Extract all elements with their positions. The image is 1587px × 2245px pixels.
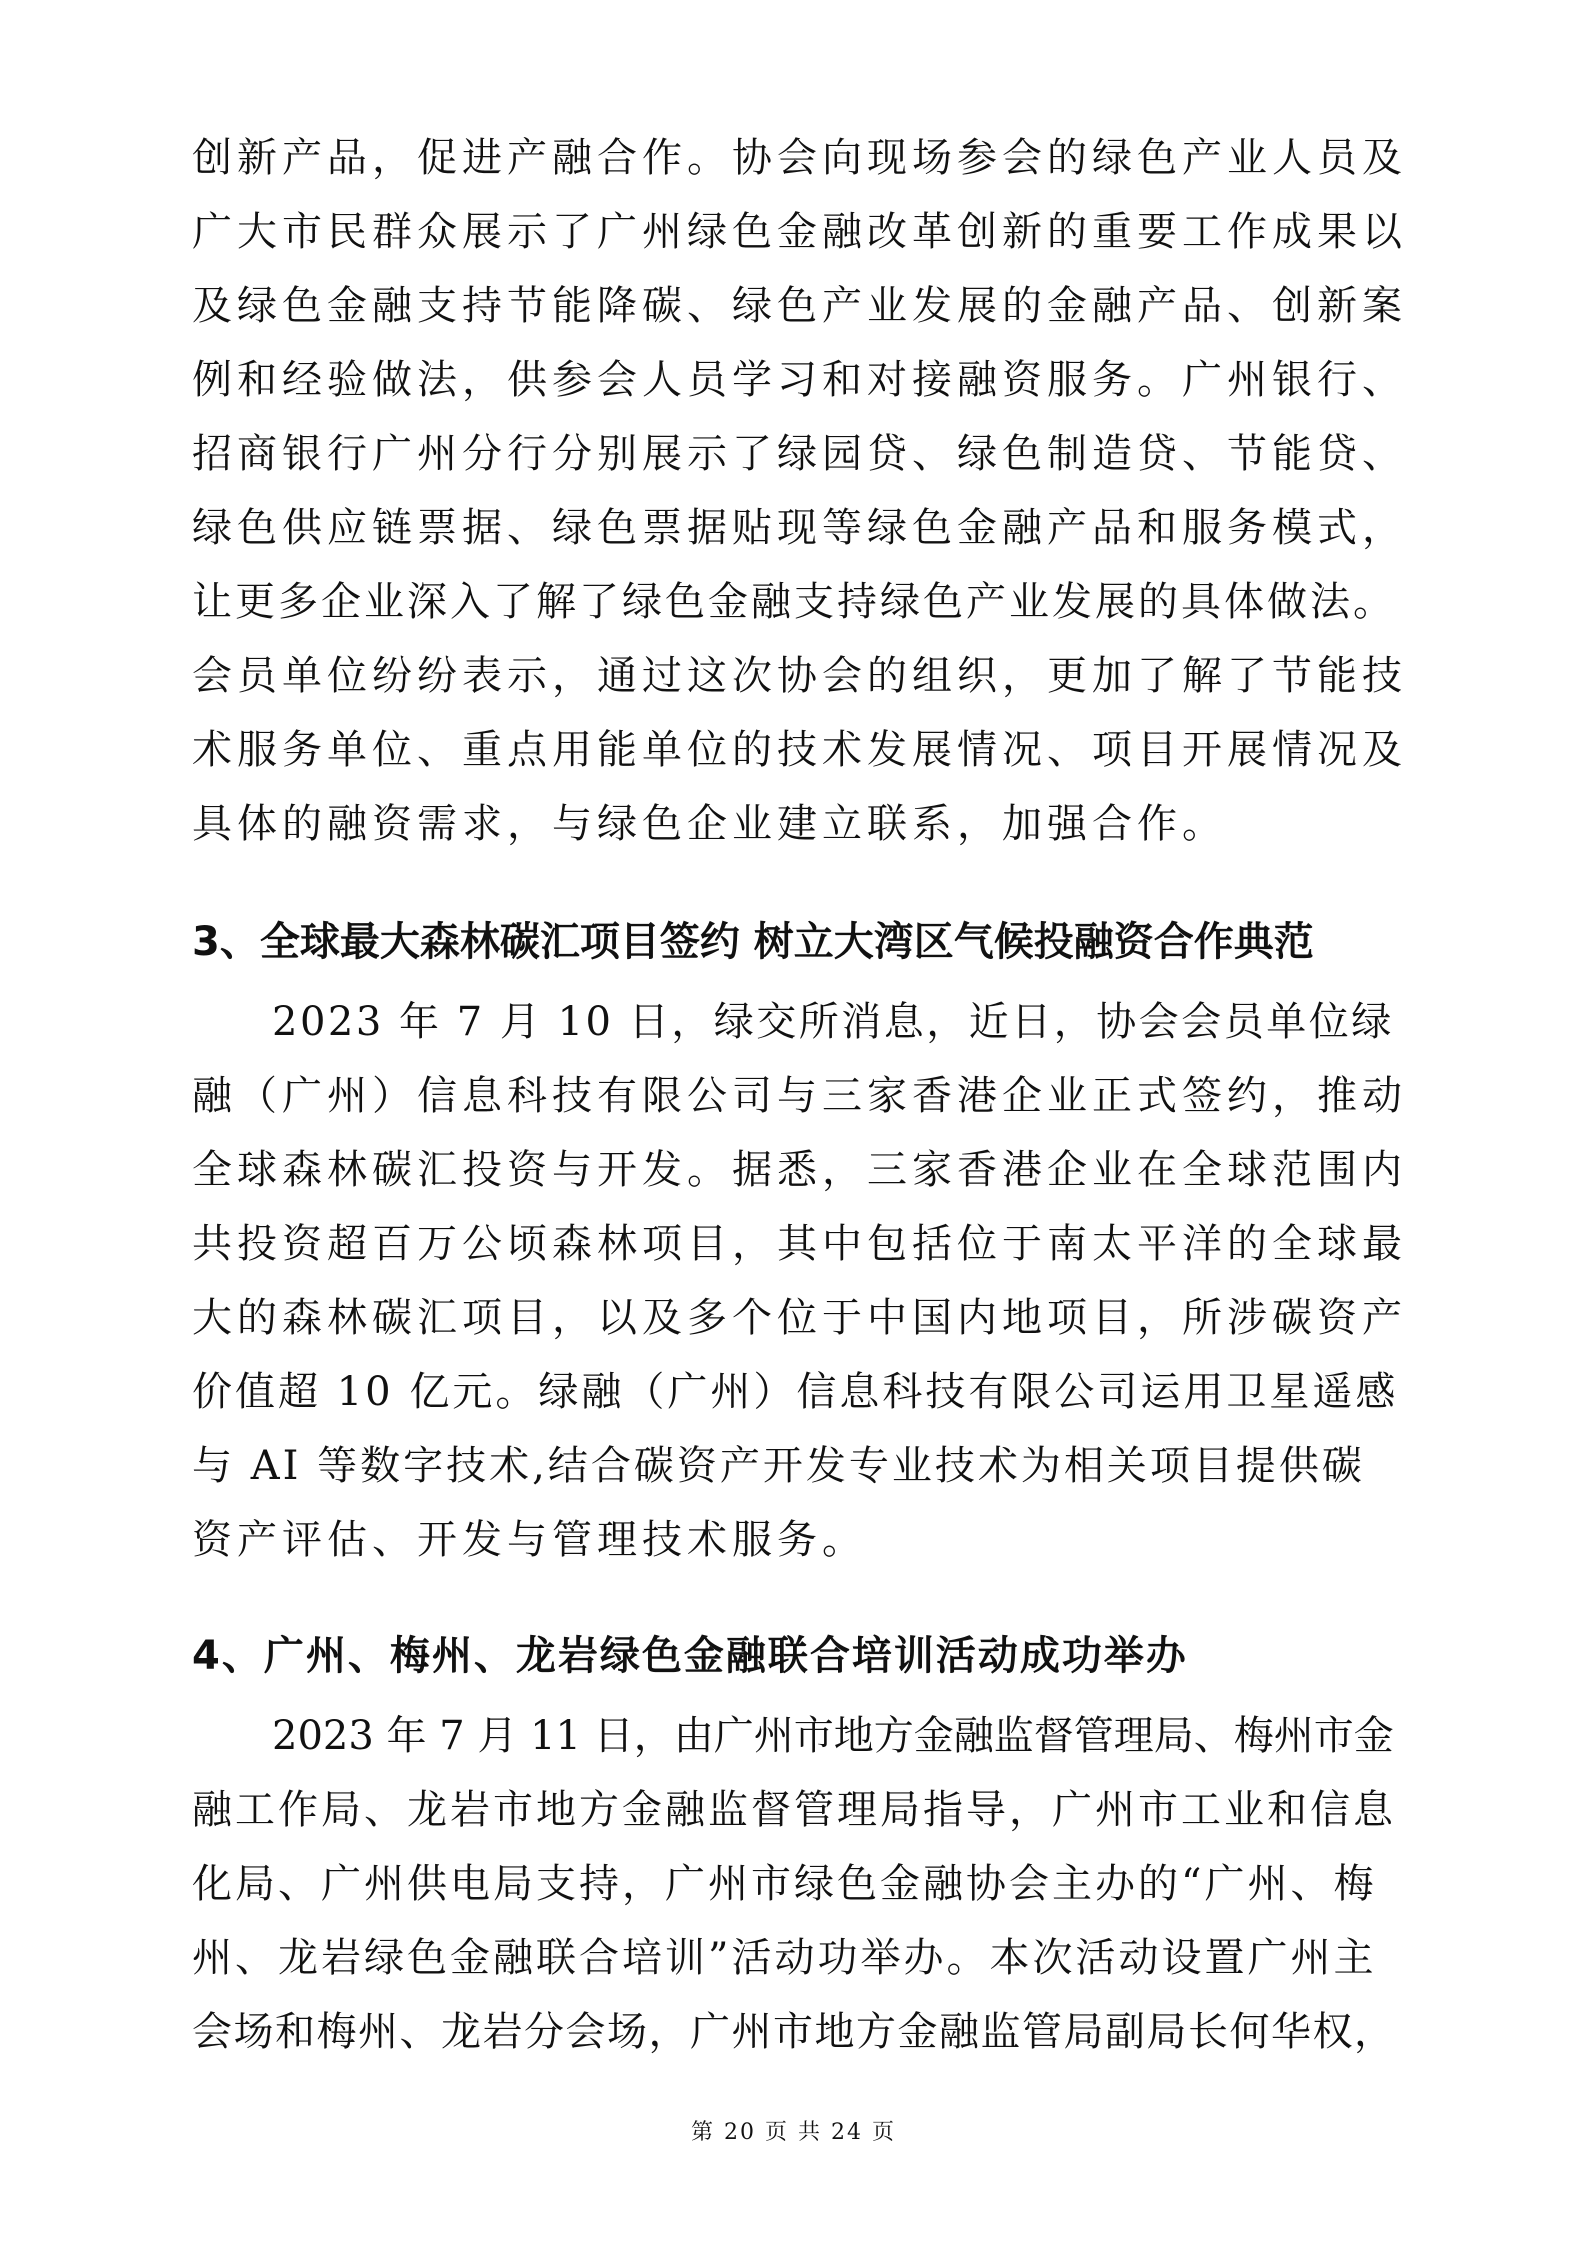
paragraph-line: 价值超 10 亿元。绿融（广州）信息科技有限公司运用卫星遥感 [192, 1369, 1399, 1415]
paragraph-line: 绿色供应链票据、绿色票据贴现等绿色金融产品和服务模式， [192, 505, 1407, 551]
paragraph-line: 会场和梅州、龙岩分会场，广州市地方金融监管局副局长何华权， [192, 2009, 1396, 2055]
paragraph-line: 融（广州）信息科技有限公司与三家香港企业正式签约，推动 [192, 1073, 1407, 1119]
paragraph-line: 化局、广州供电局支持，广州市绿色金融协会主办的“广州、梅 [192, 1861, 1377, 1907]
page-number-footer: 第 20 页 共 24 页 [691, 2120, 896, 2145]
paragraph-line: 例和经验做法，供参会人员学习和对接融资服务。广州银行、 [192, 357, 1407, 403]
section-heading: 3、全球最大森林碳汇项目签约 树立大湾区气候投融资合作典范 [192, 919, 1314, 965]
paragraph-line: 资产评估、开发与管理技术服务。 [192, 1517, 867, 1563]
section-heading: 4、广州、梅州、龙岩绿色金融联合培训活动成功举办 [192, 1633, 1188, 1679]
paragraph-line: 2023 年 7 月 10 日，绿交所消息，近日，协会会员单位绿 [272, 999, 1394, 1045]
paragraph-line: 术服务单位、重点用能单位的技术发展情况、项目开展情况及 [192, 727, 1407, 773]
paragraph-line: 创新产品，促进产融合作。协会向现场参会的绿色产业人员及 [192, 135, 1407, 181]
paragraph-line: 具体的融资需求，与绿色企业建立联系，加强合作。 [192, 801, 1227, 847]
paragraph-line: 让更多企业深入了解了绿色金融支持绿色产业发展的具体做法。 [192, 579, 1396, 625]
paragraph-line: 广大市民群众展示了广州绿色金融改革创新的重要工作成果以 [192, 209, 1407, 255]
paragraph-line: 与 AI 等数字技术,结合碳资产开发专业技术为相关项目提供碳 [192, 1443, 1365, 1489]
paragraph-line: 及绿色金融支持节能降碳、绿色产业发展的金融产品、创新案 [192, 283, 1407, 329]
paragraph-line: 招商银行广州分行分别展示了绿园贷、绿色制造贷、节能贷、 [192, 431, 1407, 477]
paragraph-line: 共投资超百万公顷森林项目，其中包括位于南太平洋的全球最 [192, 1221, 1407, 1267]
paragraph-line: 大的森林碳汇项目，以及多个位于中国内地项目，所涉碳资产 [192, 1295, 1407, 1341]
paragraph-line: 全球森林碳汇投资与开发。据悉，三家香港企业在全球范围内 [192, 1147, 1407, 1193]
paragraph-line: 会员单位纷纷表示，通过这次协会的组织，更加了解了节能技 [192, 653, 1407, 699]
paragraph-line: 2023 年 7 月 11 日，由广州市地方金融监督管理局、梅州市金 [272, 1713, 1394, 1759]
paragraph-line: 州、龙岩绿色金融联合培训”活动功举办。本次活动设置广州主 [192, 1935, 1377, 1981]
paragraph-line: 融工作局、龙岩市地方金融监督管理局指导，广州市工业和信息 [192, 1787, 1396, 1833]
